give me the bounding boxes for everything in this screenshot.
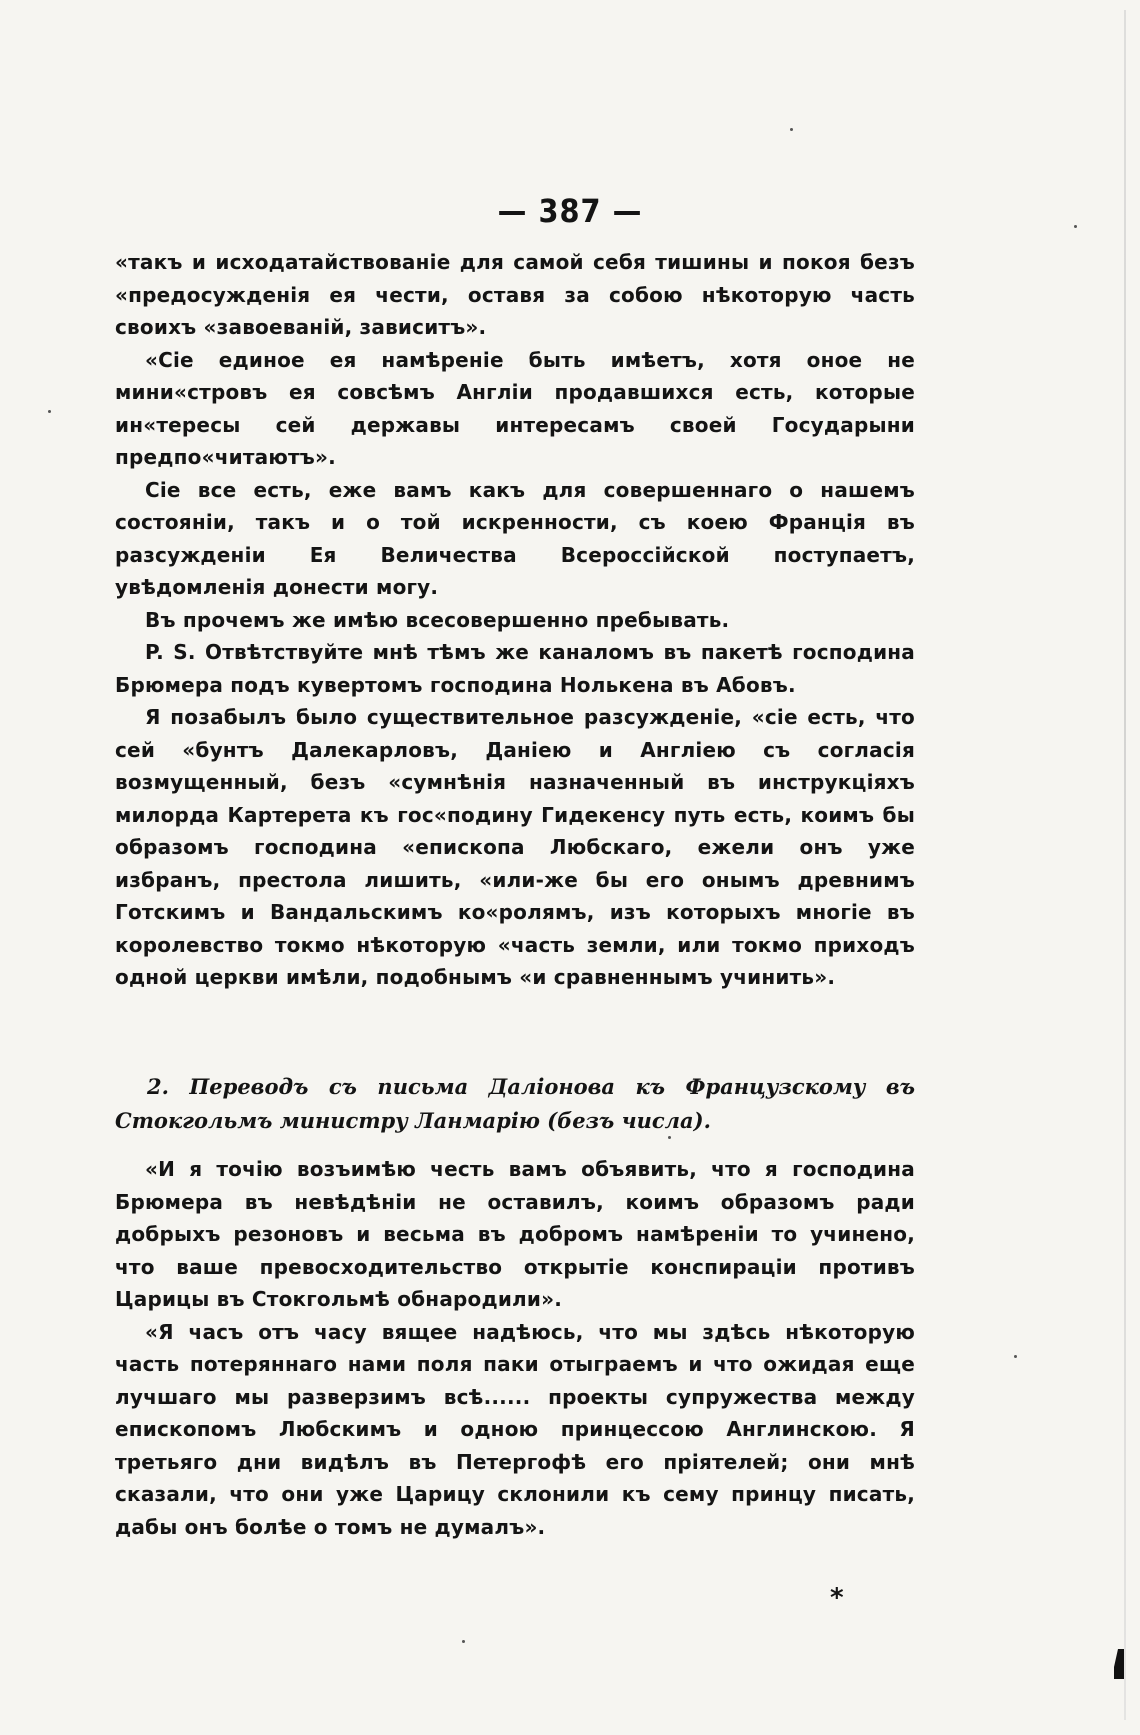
paragraph: Въ прочемъ же имѣю всесовершенно пребывать.	[145, 607, 730, 632]
scan-speck	[790, 128, 793, 131]
section-heading: 2. Переводъ съ письма Даліонова къ Французскому въ Стокгольмъ министру Ланмарію (безъ числа).	[115, 1074, 915, 1133]
scan-speck	[668, 1136, 671, 1139]
paragraph: «такъ и исходатайствованіе для самой себя тишины и покоя безъ «предосужденія ея чести, оставя за собою нѣкоторую часть своихъ «завоеваній, зависитъ».	[115, 250, 915, 339]
corner-ink-mark	[1114, 1649, 1124, 1679]
scan-speck	[1074, 225, 1077, 228]
scan-speck	[462, 1640, 465, 1643]
paragraph: Я позабылъ было существительное разсужденіе, «сіе есть, что сей «бунтъ Далекарловъ, Даніею и Англіею съ согласія возмущенный, безъ «сумнѣнія назначенный въ инструкціяхъ милорда Картерета къ гос«подину Гидекенсу путь есть, коимъ бы образомъ господина «епископа Любскаго, ежели онъ уже избранъ, престола лишить, «или-же бы его онымъ древнимъ Готскимъ и Вандальскимъ ко«ролямъ, изъ которыхъ многіе въ королевство токмо нѣкоторую «часть земли, или токмо приходъ одной церкви имѣли, подобнымъ «и сравненнымъ учинить».	[115, 705, 915, 989]
paragraph: «Сіе единое ея намѣреніе быть имѣетъ, хотя оное не мини«стровъ ея совсѣмъ Англіи продавшихся есть, которые ин«тересы сей державы интересамъ своей Государыни предпо«читаютъ».	[115, 347, 915, 469]
paragraph: «Я часъ отъ часу вящее надѣюсь, что мы здѣсь нѣкоторую часть потеряннаго нами поля паки отыграемъ и что ожидая еще лучшаго мы разверзимъ всѣ...... проекты супружества между епископомъ Любскимъ и одною принцессою Англинскою. Я третьяго дни видѣлъ въ Петергофѣ его пріятелей; они мнѣ сказали, что они уже Царицу склонили къ сему принцу писать, дабы онъ болѣе о томъ не думалъ».	[115, 1319, 915, 1539]
postscript-paragraph: P. S. Отвѣтствуйте мнѣ тѣмъ же каналомъ въ пакетѣ господина Брюмера подъ кувертомъ господина Нолькена въ Абовъ.	[115, 640, 915, 697]
letter-text-section-1	[115, 246, 915, 994]
page-number: — 387 —	[497, 192, 643, 230]
asterisk-mark: *	[830, 1583, 844, 1613]
paragraph: «И я точію возъимѣю честь вамъ объявить, что я господина Брюмера въ невѣдѣніи не оставилъ, коимъ образомъ ради добрыхъ резоновъ и весьма въ добромъ намѣреніи то учинено, что ваше превосходительство открытіе конспираціи противъ Царицы въ Стокгольмѣ обнародили».	[115, 1157, 915, 1311]
paragraph: Сіе все есть, еже вамъ какъ для совершеннаго о нашемъ состояніи, такъ и о той искренности, съ коею Франція въ разсужденіи Ея Величества Всероссійской поступаетъ, увѣдомленія донести могу.	[115, 477, 915, 599]
scan-speck	[48, 410, 51, 413]
letter-text-section-2	[115, 1153, 915, 1543]
scan-speck	[1014, 1355, 1017, 1358]
page-edge-line	[1124, 10, 1126, 1720]
